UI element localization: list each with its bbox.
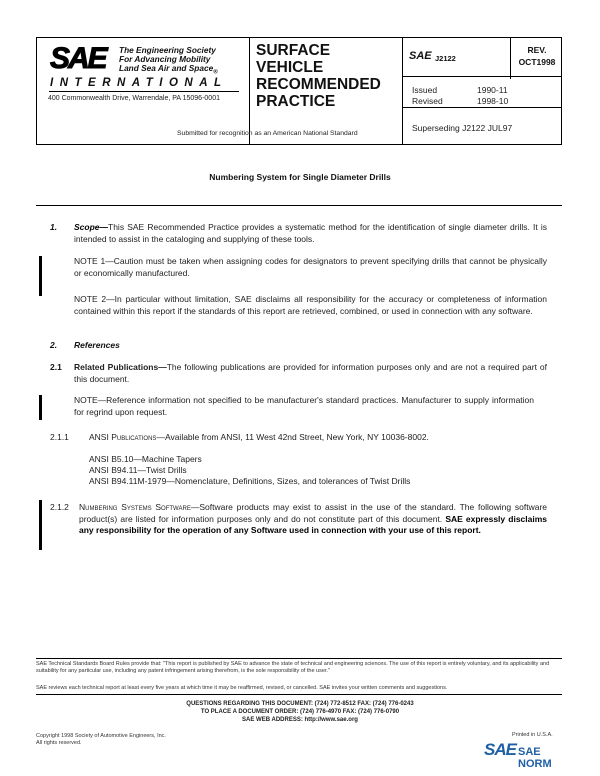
title-line: VEHICLE (256, 59, 324, 76)
section-heading: Scope— (74, 222, 109, 232)
tagline-line: For Advancing Mobility (119, 54, 211, 64)
scope-paragraph (74, 222, 547, 245)
section-number: 2.1 (50, 362, 62, 372)
title-line: PRACTICE (256, 93, 336, 110)
header-divider (402, 107, 561, 108)
logo-underline (49, 91, 239, 92)
copyright: Copyright 1998 Society of Automotive Engineers, Inc. (36, 733, 166, 739)
software-disclaimer: SAE expressly disclaims any responsibility for the operation of any Software used in connection with your use of this report. (79, 513, 548, 535)
policy-statement: SAE Technical Standards Board Rules provide that: "This report is published by SAE to advance the state of technical and engineering sciences. The use of this report is entirely voluntary, and its applicability and suitability for any particular use, including any patent infringement arising therefrom, is the sole responsibility of the user." (36, 661, 550, 674)
ansi-publications-paragraph (89, 432, 549, 444)
section-heading: ANSI Publications (89, 432, 157, 442)
document-title: Numbering System for Single Diameter Drills (209, 172, 391, 182)
ansi-publications-text: —Available from ANSI, 11 West 42nd Street, New York, NY 10036-8002. (156, 432, 429, 442)
sae-logo: SAE (50, 42, 106, 75)
international-label: INTERNATIONAL (50, 77, 228, 89)
sae-norm-logo (484, 740, 564, 770)
issued-value: 1990-11 (477, 85, 508, 95)
software-text: —Software products may exist to assist in the use of the standard. The following software product(s) are listed for information purposes only and do not constitute part of this document. (79, 502, 548, 524)
order-contact: TO PLACE A DOCUMENT ORDER: (724) 776-4970 FAX: (724) 776-0790 (200, 709, 400, 715)
submitted-note: Submitted for recognition as an American National Standard (177, 130, 358, 137)
printed-in: Printed in U.S.A. (512, 732, 553, 738)
rights: All rights reserved. (36, 740, 82, 746)
revised-value: 1998-10 (477, 96, 509, 106)
change-bar (39, 395, 42, 420)
title-line: SURFACE (256, 42, 331, 59)
revision-block (511, 44, 563, 68)
scope-text: This SAE Recommended Practice provides a systematic method for the identification of single diameter drills. It is intended to assist in the cataloging and supplying of these tools. (74, 222, 547, 244)
reference-note: NOTE—Reference information not specified to be manufacturer's standard practices. Manufacturer to supply information for regrind upon request. (74, 395, 534, 417)
section-number: 2. (50, 340, 58, 350)
section-number: 2.1.2 (50, 502, 69, 512)
document-number: J2122 (435, 54, 456, 63)
questions-contact: QUESTIONS REGARDING THIS DOCUMENT: (724) 772-8512 FAX: (724) 776-0243 (186, 701, 414, 707)
corner-sae-text: SAE (484, 740, 516, 759)
reference-item: ANSI B5.10—Machine Tapers (89, 454, 202, 464)
reference-item: ANSI B94.11M-1979—Nomenclature, Definitions, Sizes, and tolerances of Twist Drills (89, 476, 411, 486)
section-heading: Related Publications— (74, 362, 167, 372)
header-box (36, 37, 562, 145)
web-address: SAE WEB ADDRESS: http://www.sae.org (242, 717, 358, 723)
tagline-line: Land Sea Air and Space (119, 63, 214, 73)
rev-label: REV. (527, 45, 547, 55)
title-line: RECOMMENDED (256, 76, 381, 93)
change-bar (39, 500, 42, 550)
revised-label: Revised (412, 96, 443, 106)
header-divider (402, 38, 403, 144)
corner-norm-text: SAE NORM (518, 746, 552, 770)
section-heading: Numbering Systems Software (79, 502, 191, 512)
related-publications-text: The following publications are provided for information purposes only and are not a required part of this document. (74, 362, 547, 384)
header-divider (402, 76, 561, 77)
tagline-line: The Engineering Society (119, 45, 216, 55)
rev-date: OCT1998 (518, 57, 556, 67)
issued-label: Issued (412, 85, 438, 95)
software-paragraph (79, 502, 547, 537)
header-divider (249, 38, 250, 144)
footer-rule (36, 694, 562, 695)
change-bar (39, 256, 42, 296)
note-2: NOTE 2—In particular without limitation, SAE disclaims all responsibility for the accuracy or completeness of information contained within this report if the standards of this report are retrieved, combined, or used in connection with any software. (74, 294, 547, 316)
section-heading: References (74, 340, 120, 350)
registered-mark: ® (213, 69, 218, 76)
footer-rule (36, 658, 562, 659)
review-statement: SAE reviews each technical report at least every five years at which time it may be reaffirmed, revised, or cancelled. SAE invites your written comments and suggestions. (36, 685, 448, 691)
note-1: NOTE 1—Caution must be taken when assigning codes for designators to prevent specifying drills that cannot be physically or economically manufactured. (74, 256, 547, 278)
reference-item: ANSI B94.11—Twist Drills (89, 465, 187, 475)
title-rule (36, 205, 562, 206)
address: 400 Commonwealth Drive, Warrendale, PA 15096-0001 (48, 95, 220, 102)
document-type-title (256, 42, 381, 110)
section-number: 2.1.1 (50, 432, 69, 442)
small-sae-logo: SAE (409, 50, 432, 62)
section-number: 1. (50, 222, 58, 232)
related-publications-paragraph (74, 362, 547, 385)
superseding: Superseding J2122 JUL97 (412, 123, 513, 133)
